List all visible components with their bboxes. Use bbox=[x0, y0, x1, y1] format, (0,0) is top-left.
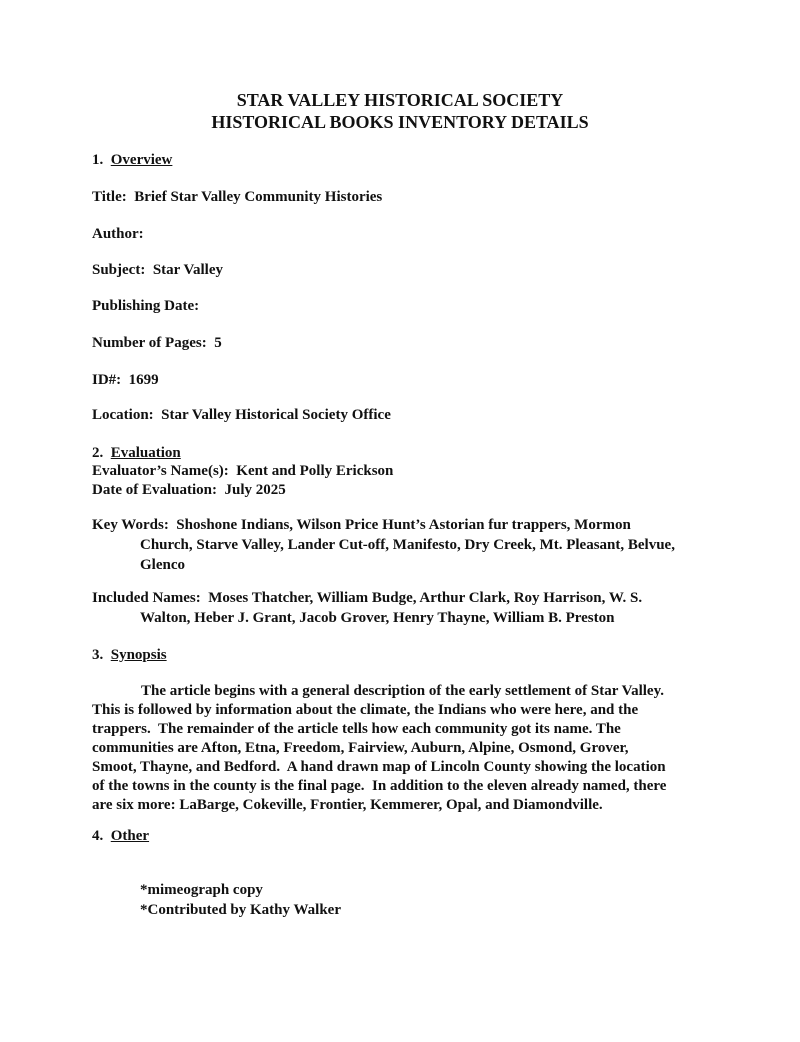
included-names-line: Included Names: Moses Thatcher, William Budge, Arthur Clark, Roy Harrison, W. S. bbox=[92, 590, 643, 606]
section-overview-heading bbox=[92, 150, 172, 170]
included-names-block bbox=[92, 588, 712, 628]
field-label: Publishing Date: bbox=[92, 298, 200, 314]
field-label: Subject: bbox=[92, 262, 146, 278]
field-value: July 2025 bbox=[224, 482, 286, 498]
section-number: 1. bbox=[92, 152, 104, 168]
section-heading-text: Evaluation bbox=[110, 445, 181, 461]
field-label: Evaluator’s Name(s): bbox=[92, 463, 229, 479]
section-heading-text: Synopsis bbox=[110, 647, 167, 663]
number-of-pages-field bbox=[92, 333, 222, 353]
field-value: 1699 bbox=[128, 372, 159, 388]
section-synopsis-heading bbox=[92, 645, 167, 665]
field-label: Number of Pages: bbox=[92, 335, 207, 351]
synopsis-line: Smoot, Thayne, and Bedford. A hand drawn map of Lincoln County showing the location bbox=[92, 759, 666, 775]
key-words-line: Church, Starve Valley, Lander Cut-off, Manifesto, Dry Creek, Mt. Pleasant, Belvue, bbox=[140, 537, 675, 553]
synopsis-line: are six more: LaBarge, Cokeville, Frontier, Kemmerer, Opal, and Diamondville. bbox=[92, 797, 603, 813]
field-value: Star Valley bbox=[152, 262, 223, 278]
synopsis-line: This is followed by information about the climate, the Indians who were here, and the bbox=[92, 702, 639, 718]
location-field bbox=[92, 405, 391, 425]
publishing-date-field bbox=[92, 296, 203, 316]
title-field bbox=[92, 187, 382, 207]
document-title-line2: HISTORICAL BOOKS INVENTORY DETAILS bbox=[211, 112, 589, 132]
section-number: 3. bbox=[92, 647, 104, 663]
key-words-line: Key Words: Shoshone Indians, Wilson Price Hunt’s Astorian fur trappers, Mormon bbox=[92, 517, 631, 533]
synopsis-paragraph bbox=[92, 682, 712, 815]
field-value: Brief Star Valley Community Histories bbox=[134, 189, 383, 205]
document-title-line1: STAR VALLEY HISTORICAL SOCIETY bbox=[236, 90, 564, 110]
id-field bbox=[92, 370, 159, 390]
synopsis-line: communities are Afton, Etna, Freedom, Fairview, Auburn, Alpine, Osmond, Grover, bbox=[92, 740, 629, 756]
synopsis-line: The article begins with a general description of the early settlement of Star Valley. bbox=[141, 683, 664, 699]
evaluator-field bbox=[92, 461, 393, 481]
section-other-heading bbox=[92, 826, 149, 846]
field-label: ID#: bbox=[92, 372, 122, 388]
field-label: Title: bbox=[92, 189, 127, 205]
subject-field bbox=[92, 260, 223, 280]
author-field bbox=[92, 224, 147, 244]
field-value: Kent and Polly Erickson bbox=[236, 463, 394, 479]
section-evaluation-heading bbox=[92, 443, 181, 463]
key-words-line: Glenco bbox=[140, 557, 185, 573]
field-value: 5 bbox=[214, 335, 222, 351]
field-label: Date of Evaluation: bbox=[92, 482, 217, 498]
key-words-block bbox=[92, 515, 712, 575]
other-note-contributor: *Contributed by Kathy Walker bbox=[140, 902, 341, 918]
section-heading-text: Other bbox=[110, 828, 150, 844]
section-number: 4. bbox=[92, 828, 104, 844]
synopsis-line: trappers. The remainder of the article tells how each community got its name. The bbox=[92, 721, 621, 737]
field-label: Location: bbox=[92, 407, 154, 423]
section-heading-text: Overview bbox=[110, 152, 173, 168]
evaluation-date-field bbox=[92, 480, 286, 500]
section-number: 2. bbox=[92, 445, 104, 461]
included-names-line: Walton, Heber J. Grant, Jacob Grover, Henry Thayne, William B. Preston bbox=[140, 610, 615, 626]
field-value: Star Valley Historical Society Office bbox=[161, 407, 391, 423]
other-note-mimeograph: *mimeograph copy bbox=[140, 882, 263, 898]
field-label: Author: bbox=[92, 226, 144, 242]
synopsis-line: of the towns in the county is the final page. In addition to the eleven already named, there bbox=[92, 778, 667, 794]
